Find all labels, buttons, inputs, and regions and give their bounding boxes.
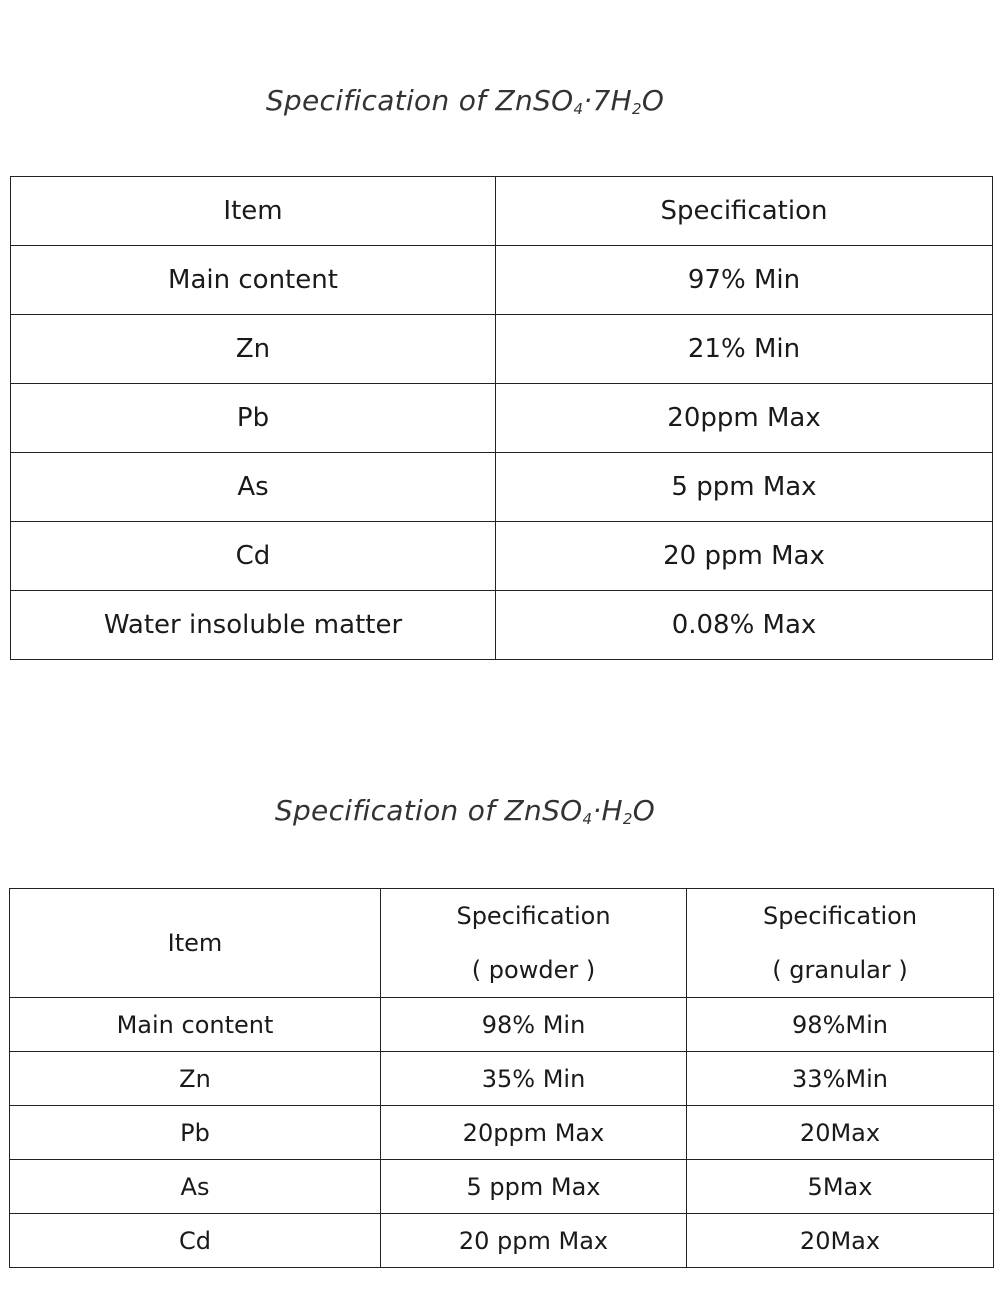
table-row: [11, 315, 993, 384]
cell-powder: 20 ppm Max: [381, 1214, 687, 1268]
cell-granular: 20Max: [687, 1106, 994, 1160]
cell-specification: 5 ppm Max: [496, 453, 993, 522]
header-specification-label: Specification: [762, 902, 918, 930]
header-item: Item: [11, 177, 496, 246]
table1-title-subscript-4: 4: [573, 100, 584, 118]
table1-title-suffix: O: [641, 84, 665, 117]
table1-title-prefix: Specification of ZnSO: [265, 84, 574, 117]
table-row: [11, 246, 993, 315]
cell-powder: 98% Min: [381, 998, 687, 1052]
header-specification-label: Specification: [456, 902, 611, 930]
header-powder-label: ( powder ): [471, 956, 596, 984]
table2-title-mid: ·H: [592, 794, 623, 827]
cell-granular: 20Max: [687, 1214, 994, 1268]
cell-granular: 33%Min: [687, 1052, 994, 1106]
cell-item: Cd: [10, 1214, 381, 1268]
cell-specification: 20ppm Max: [496, 384, 993, 453]
cell-item: Main content: [10, 998, 381, 1052]
table-row: [10, 1052, 994, 1106]
spec-table-monohydrate: [9, 888, 994, 1268]
header-item: Item: [10, 889, 381, 998]
cell-granular: 98%Min: [687, 998, 994, 1052]
table-header-row: [11, 177, 993, 246]
cell-powder: 35% Min: [381, 1052, 687, 1106]
cell-item: Zn: [11, 315, 496, 384]
header-specification: Specification: [496, 177, 993, 246]
table2-title-subscript-4: 4: [582, 810, 593, 828]
cell-item: As: [10, 1160, 381, 1214]
header-specification-granular: [687, 889, 994, 998]
table-row: [10, 1160, 994, 1214]
table2-title-suffix: O: [632, 794, 656, 827]
table2-title: [0, 794, 930, 827]
table1-title: [0, 84, 930, 117]
cell-item: Pb: [11, 384, 496, 453]
table-row: [10, 998, 994, 1052]
spec-table-heptahydrate: [10, 176, 993, 660]
table-row: [10, 1214, 994, 1268]
table-header-row: [10, 889, 994, 998]
table-row: [11, 384, 993, 453]
table2-title-prefix: Specification of ZnSO: [274, 794, 583, 827]
cell-item: Main content: [11, 246, 496, 315]
cell-specification: 0.08% Max: [496, 591, 993, 660]
table-row: [11, 591, 993, 660]
cell-powder: 5 ppm Max: [381, 1160, 687, 1214]
cell-specification: 21% Min: [496, 315, 993, 384]
table1-title-mid: ·7H: [583, 84, 632, 117]
cell-item: Zn: [10, 1052, 381, 1106]
table1-title-subscript-2: 2: [631, 100, 642, 118]
cell-item: As: [11, 453, 496, 522]
cell-item: Cd: [11, 522, 496, 591]
header-specification-powder: [381, 889, 687, 998]
header-granular-label: ( granular ): [772, 956, 908, 984]
table-row: [11, 522, 993, 591]
cell-item: Pb: [10, 1106, 381, 1160]
table-row: [10, 1106, 994, 1160]
cell-powder: 20ppm Max: [381, 1106, 687, 1160]
cell-specification: 97% Min: [496, 246, 993, 315]
cell-granular: 5Max: [687, 1160, 994, 1214]
cell-item: Water insoluble matter: [11, 591, 496, 660]
table2-title-subscript-2: 2: [622, 810, 633, 828]
table-row: [11, 453, 993, 522]
cell-specification: 20 ppm Max: [496, 522, 993, 591]
